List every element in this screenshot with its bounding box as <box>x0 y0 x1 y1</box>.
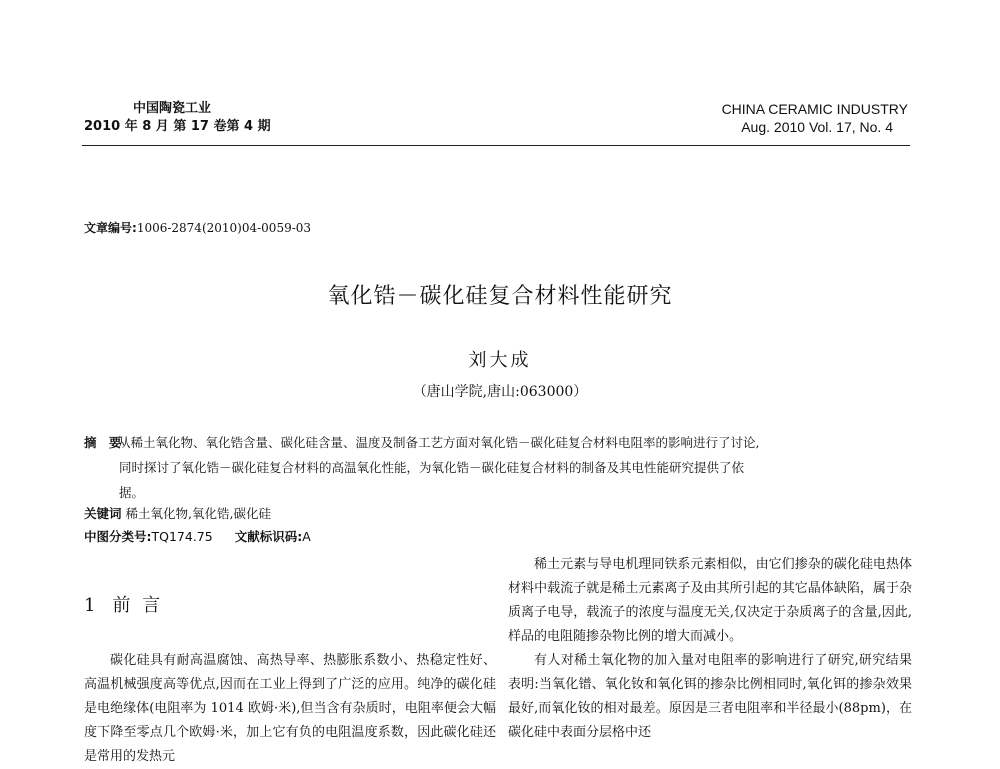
abstract <box>84 430 910 505</box>
abstract-line-1 <box>84 430 910 455</box>
body-column-left <box>84 649 496 769</box>
journal-header-cn <box>84 100 271 136</box>
doc-code-value: A <box>302 529 311 544</box>
classification-line <box>84 527 311 547</box>
article-number <box>84 220 311 236</box>
issue-info-en: Aug. 2010 Vol. 17, No. 4 <box>741 119 893 135</box>
issue-info-cn: 2010 年 8 月 第 17 卷第 4 期 <box>84 119 271 134</box>
article-title: 氧化锆－碳化硅复合材料性能研究 <box>327 284 673 309</box>
journal-name-en: CHINA CERAMIC INDUSTRY <box>721 101 908 117</box>
clc-value: TQ174.75 <box>151 529 213 544</box>
journal-name-cn: 中国陶瓷工业 <box>133 101 212 116</box>
clc-label: 中图分类号: <box>84 529 152 544</box>
header-rule <box>82 145 910 146</box>
body-paragraph: 稀土元素与导电机理同铁系元素相似，由它们掺杂的碳化硅电热体材料中载流子就是稀土元素离子及由其所引起的其它晶体缺陷，属于杂质离子电导，载流子的浓度与温度无关,仅决定于杂质离子的含量,因此,样品的电阻随掺杂物比例的增大而减小。 <box>508 557 912 644</box>
body-column-right <box>508 553 912 745</box>
doc-code-label: 文献标识码: <box>234 529 303 544</box>
body-paragraph: 有人对稀土氧化物的加入量对电阻率的影响进行了研究,研究结果表明:当氧化镨、氧化钕和氧化铒的掺杂比例相同时,氧化铒的掺杂效果最好,而氧化钕的相对最差。原因是三者电阻率和半径最小(88pm)，在碳化硅中表面分层格中还 <box>508 653 912 740</box>
keywords-value: 稀土氧化物,氧化锆,碳化硅 <box>125 506 271 521</box>
journal-header-en <box>688 100 908 136</box>
abstract-text-1: 从稀土氧化物、氧化锆含量、碳化硅含量、温度及制备工艺方面对氧化锆－碳化硅复合材料电阻率的影响进行了讨论, <box>118 435 760 450</box>
keywords-label: 关键词 <box>84 506 122 521</box>
abstract-line-2: 同时探讨了氧化锆－碳化硅复合材料的高温氧化性能，为氧化锆－碳化硅复合材料的制备及其电性能研究提供了依 <box>119 460 745 475</box>
section-title: 前 言 <box>112 595 164 616</box>
section-number: 1 <box>84 595 99 616</box>
abstract-label: 摘 要 <box>84 435 126 450</box>
body-paragraph: 碳化硅具有耐高温腐蚀、高热导率、热膨胀系数小、热稳定性好、高温机械强度高等优点,因而在工业上得到了广泛的应用。纯净的碳化硅是电绝缘体(电阻率为 1014 欧姆·米),但当含有杂质时，电阻率便会大幅度下降至零点几个欧姆·米，加上它有负的电阻温度系数，因此碳化硅还是常用的发热元 <box>84 653 496 764</box>
author-affiliation: （唐山学院,唐山:063000） <box>412 384 588 400</box>
keywords <box>84 504 271 524</box>
article-number-value: 1006-2874(2010)04-0059-03 <box>136 221 312 235</box>
author-name: 刘大成 <box>468 350 532 371</box>
section-heading-1 <box>84 593 163 619</box>
article-number-label: 文章编号: <box>84 221 137 235</box>
abstract-line-3: 据。 <box>119 485 145 500</box>
